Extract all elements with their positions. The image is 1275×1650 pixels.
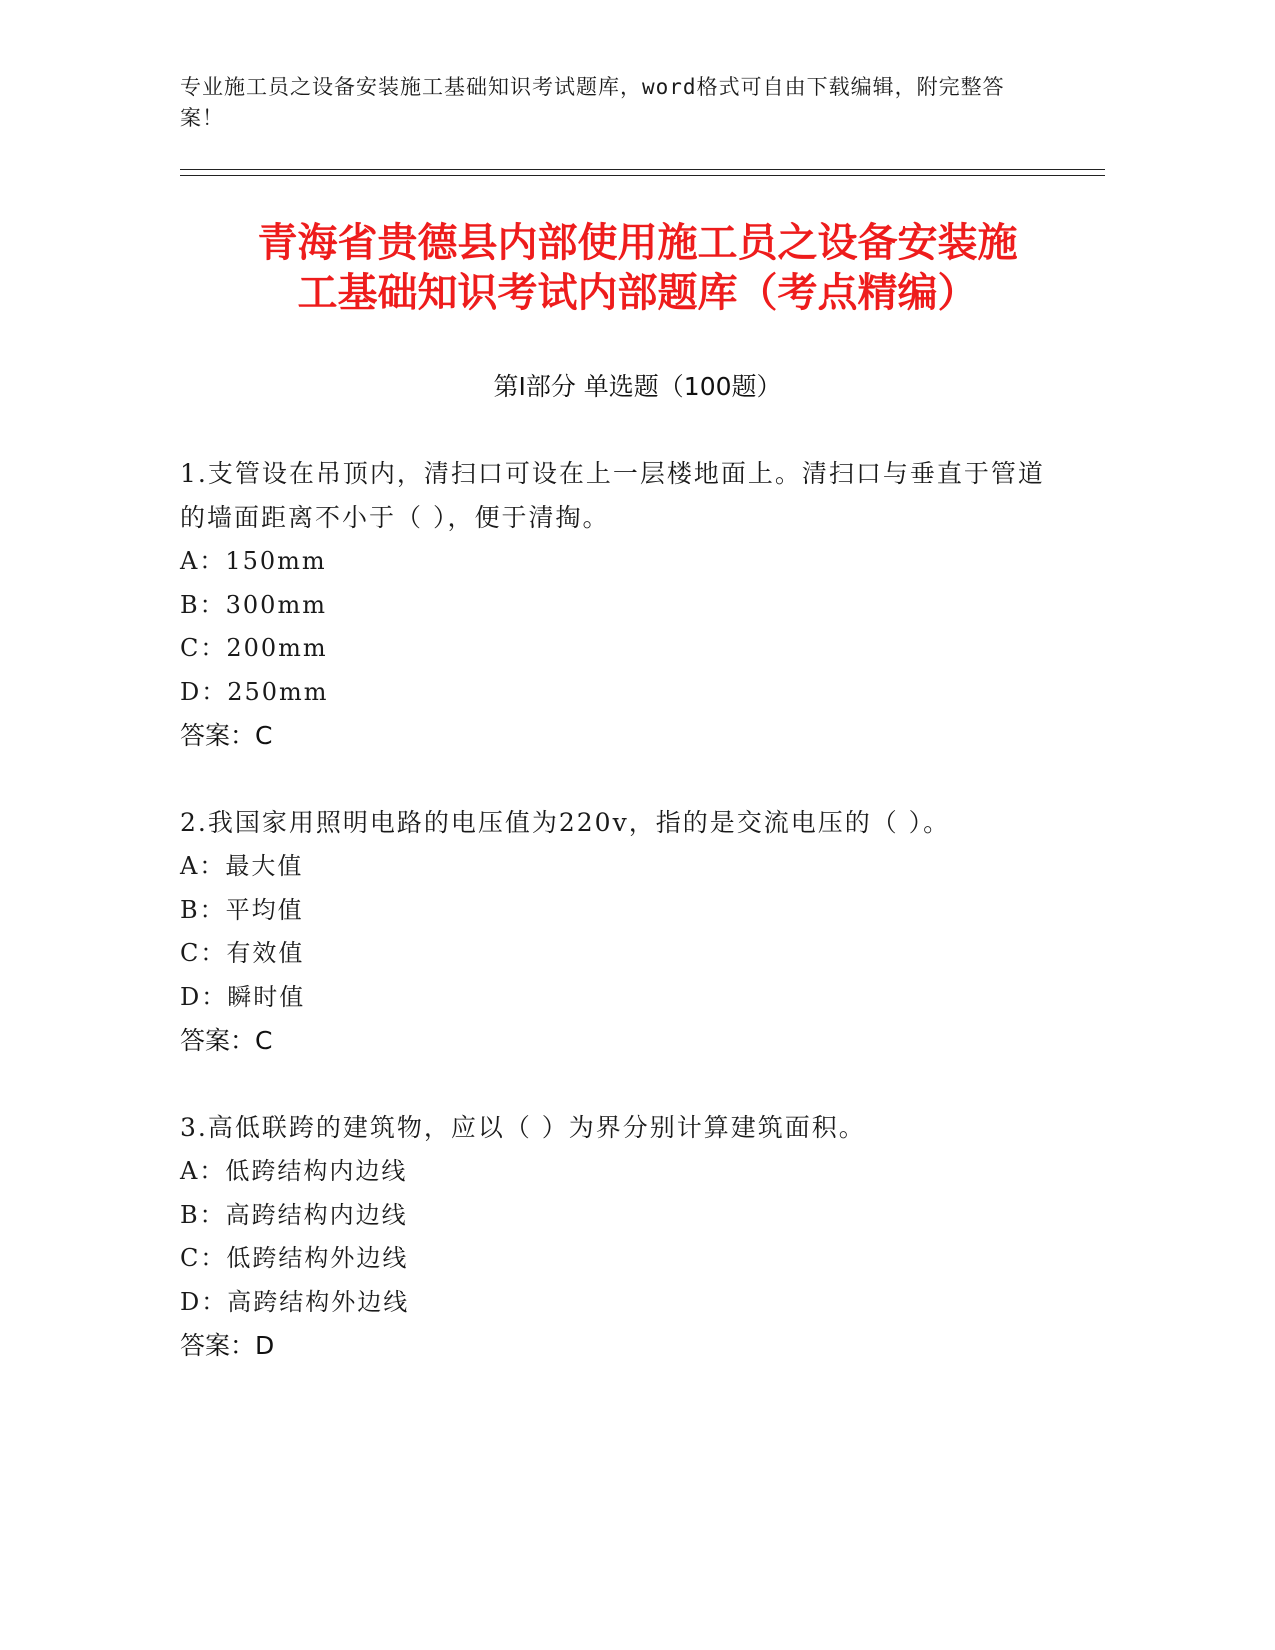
section-title: 第Ⅰ部分 单选题（100题） [493,372,782,401]
document-title [120,218,1155,318]
question-item [180,452,1050,758]
header-divider-bottom [180,175,1105,176]
question-list [180,452,1050,1411]
title-line-1: 青海省贵德县内部使用施工员之设备安装施 [257,220,1018,266]
question-stem: 3.高低联跨的建筑物，应以（ ）为界分别计算建筑面积。 [180,1112,866,1142]
option-c: C：有效值 [180,939,305,968]
question-stem: 2.我国家用照明电路的电压值为220v，指的是交流电压的（ ）。 [180,807,951,837]
option-c: C：低跨结构外边线 [180,1244,409,1273]
answer: 答案：C [180,1026,273,1056]
option-d: D：高跨结构外边线 [180,1287,410,1316]
title-line-2: 工基础知识考试内部题库（考点精编） [297,270,978,316]
option-b: B：300mm [180,590,327,619]
question-item [180,801,1050,1063]
option-c: C：200mm [180,634,328,663]
answer: 答案：C [180,721,273,751]
question-stem: 1.支管设在吊顶内，清扫口可设在上一层楼地面上。清扫口与垂直于管道的墙面距离不小于（ ），便于清掏。 [180,459,1045,532]
option-a: A：150mm [180,547,327,575]
header-note: 专业施工员之设备安装施工基础知识考试题库，word格式可自由下载编辑，附完整答案！ [180,75,1005,130]
option-a: A：最大值 [180,851,304,880]
question-item [180,1106,1050,1368]
option-b: B：平均值 [180,895,304,924]
option-b: B：高跨结构内边线 [180,1200,408,1229]
option-d: D：250mm [180,677,329,706]
answer: 答案：D [180,1331,275,1361]
option-a: A：低跨结构内边线 [180,1156,408,1185]
option-d: D：瞬时值 [180,982,306,1011]
header-divider-top [180,169,1105,170]
